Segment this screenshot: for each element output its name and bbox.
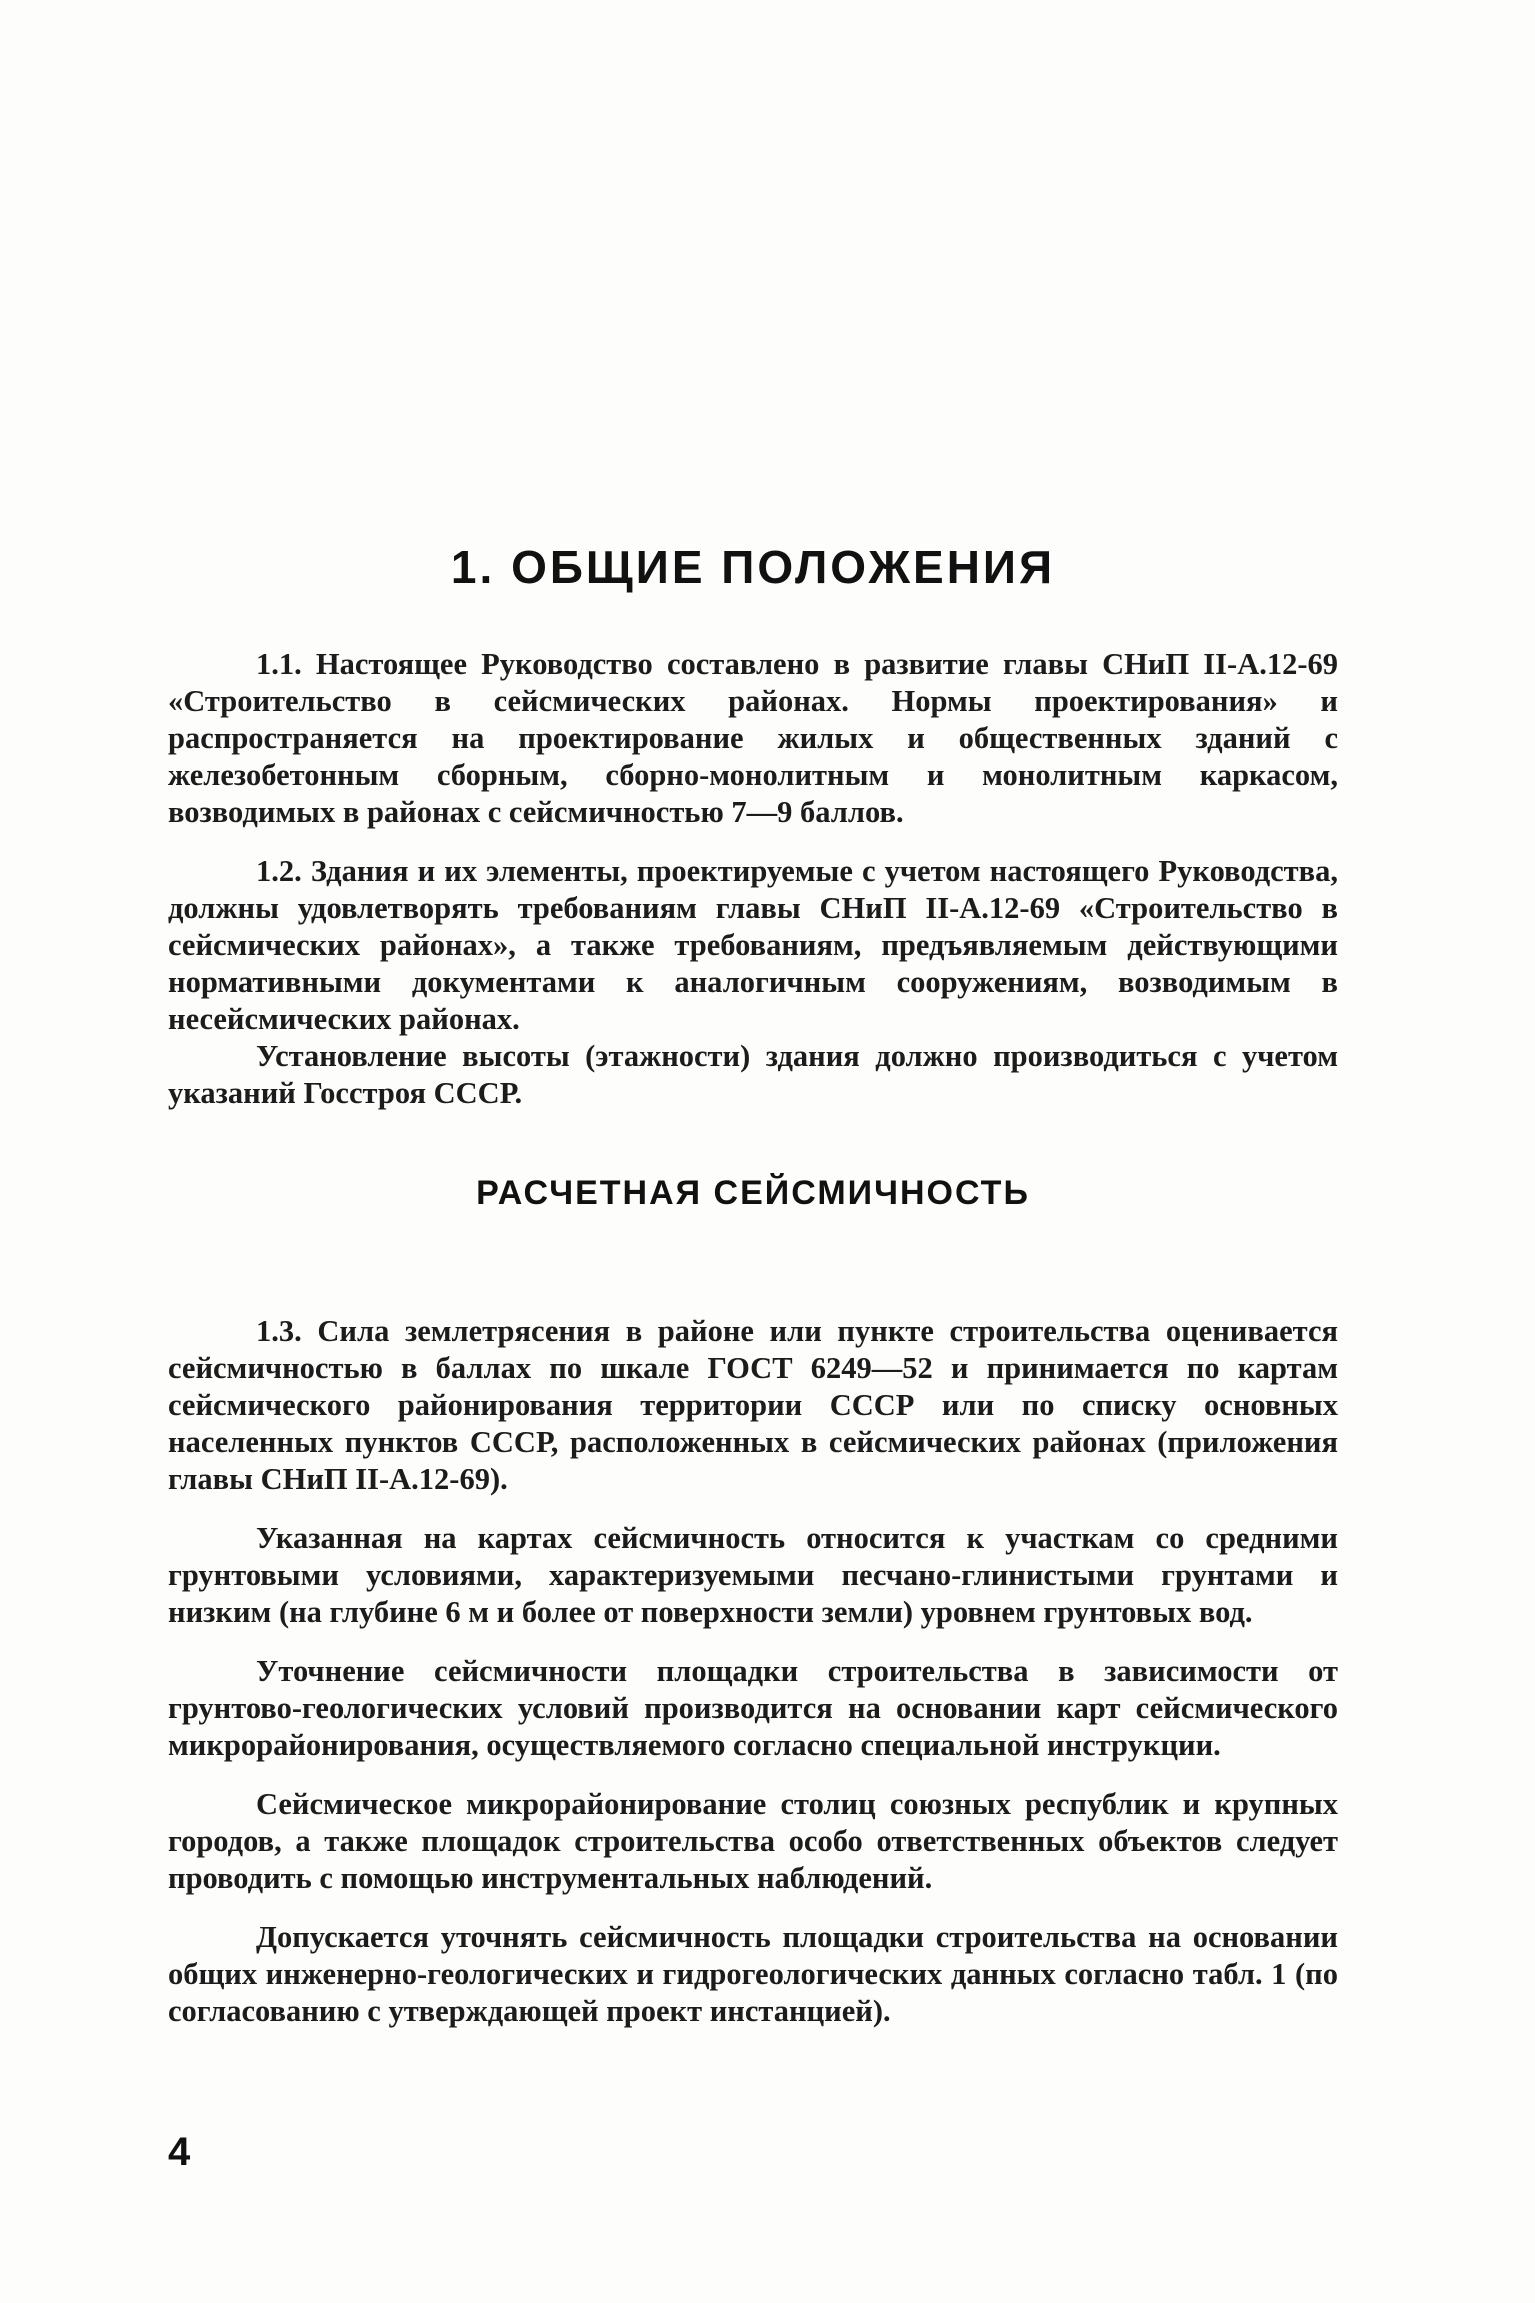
paragraph-1-3-map-seismicity: Указанная на картах сейсмичность относится к участкам со средними грунтовыми условиями, характеризуемыми песчано-глинистыми грунтами и низким (на глубине 6 м и более от поверхности земли) уровнем грунтовых вод. [168,1521,1338,1629]
section-title: 1. ОБЩИЕ ПОЛОЖЕНИЯ [450,541,1056,593]
page-content [168,540,1338,2052]
paragraph-1-3-microzoning: Сейсмическое микрорайонирование столиц союзных республик и крупных городов, а также площадок строительства особо ответственных объектов следует проводить с помощью инструментальных наблюдений. [168,1787,1338,1895]
paragraph-1-2-height: Установление высоты (этажности) здания должно производиться с учетом указаний Госстроя СССР. [168,1039,1338,1110]
subsection-title: РАСЧЕТНАЯ СЕЙСМИЧНОСТЬ [476,1174,1030,1212]
paragraph-1-3-refinement: Уточнение сейсмичности площадки строительства в зависимости от грунтово-геологических условий производится на основании карт сейсмического микрорайонирования, осуществляемого согласно специальной инструкции. [168,1654,1338,1762]
paragraph-1-3-allowed: Допускается уточнять сейсмичность площадки строительства на основании общих инженерно-геологических и гидрогеологических данных согласно табл. 1 (по согласованию с утверждающей проект инстанцией). [168,1920,1338,2028]
paragraph-1-2: 1.2. Здания и их элементы, проектируемые с учетом настоящего Руководства, должны удовлетворять требованиям главы СНиП II-А.12-69 «Строительство в сейсмических районах», а также требованиям, предъявляемым действующими нормативными документами к аналогичным сооружениям, возводимым в несейсмических районах. [168,854,1338,1036]
paragraph-1-1: 1.1. Настоящее Руководство составлено в развитие главы СНиП II-А.12-69 «Строительство в сейсмических районах. Нормы проектирования» и распространяется на проектирование жилых и общественных зданий с железобетонным сборным, сборно-монолитным и монолитным каркасом, возводимых в районах с сейсмичностью 7—9 баллов. [168,647,1338,829]
page-number: 4 [168,2130,191,2174]
paragraph-1-3: 1.3. Сила землетрясения в районе или пункте строительства оценивается сейсмичностью в баллах по шкале ГОСТ 6249—52 и принимается по картам сейсмического районирования территории СССР или по списку основных населенных пунктов СССР, расположенных в сейсмических районах (приложения главы СНиП II-А.12-69). [168,1314,1338,1496]
